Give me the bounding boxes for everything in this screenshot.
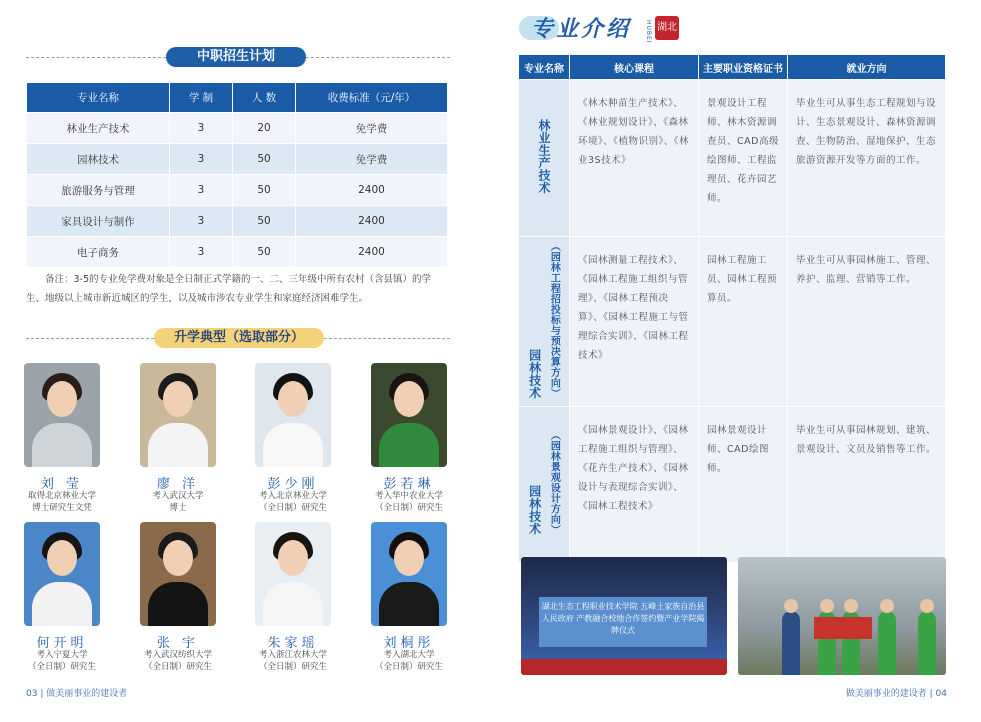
fee-note: 备注：3-5的专业免学费对象是全日制正式学籍的一、二、三年级中所有农村（含县镇）的学生、地级以上城市新近城区的学生，以及城市涉农专业学生和家庭经济困难学生。	[26, 274, 432, 304]
cell: 旅游服务与管理	[27, 175, 170, 206]
plan-section-header	[0, 47, 490, 67]
col-header: 核心课程	[570, 55, 699, 80]
award-photo	[738, 557, 946, 675]
cell: 林业生产技术	[27, 113, 170, 144]
major-name: 林业生产技术	[537, 119, 551, 194]
cell: 家具设计与制作	[27, 206, 170, 237]
photo-head	[278, 381, 308, 417]
red-table	[521, 659, 727, 675]
divider-right	[306, 57, 450, 58]
jobs-cell: 毕业生可从事园林规划、建筑、景观设计、文员及销售等工作。	[788, 406, 946, 562]
student-photo	[255, 363, 331, 467]
certs-cell: 园林工程施工员、园林工程预算员。	[699, 237, 788, 407]
cell: 免学费	[296, 144, 448, 175]
table-row	[519, 406, 946, 562]
cell: 50	[233, 206, 296, 237]
major-name-cell	[519, 406, 570, 562]
person-figure	[782, 611, 800, 675]
col-header: 专业名称	[519, 55, 570, 80]
cell: 50	[233, 237, 296, 268]
photo-head	[278, 540, 308, 576]
major-intro-table	[518, 54, 946, 563]
col-header: 学 制	[170, 83, 233, 113]
signing-ceremony-photo	[521, 557, 727, 675]
student-name: 刘 莹	[40, 477, 84, 492]
plan-title: 中职招生计划	[166, 47, 306, 67]
cell: 2400	[296, 206, 448, 237]
cell: 园林技术	[27, 144, 170, 175]
person-figure	[918, 611, 936, 675]
student-name: 何开明	[36, 636, 88, 651]
photo-head	[394, 381, 424, 417]
jobs-cell: 毕业生可从事园林施工、管理、养护、监理、营销等工作。	[788, 237, 946, 407]
photo-head	[394, 540, 424, 576]
photo-head	[163, 381, 193, 417]
cell: 电子商务	[27, 237, 170, 268]
brand-subtitle: HUBEI	[645, 20, 652, 44]
divider-left	[26, 338, 154, 339]
cell: 50	[233, 175, 296, 206]
certs-cell: 园林景观设计师、CAD绘图师。	[699, 406, 788, 562]
cell: 20	[233, 113, 296, 144]
person-figure	[878, 611, 896, 675]
student-degree: 博士研究生文凭	[32, 503, 92, 513]
photo-head	[47, 381, 77, 417]
table-header-row	[519, 55, 946, 80]
cell: 3	[170, 206, 233, 237]
student-degree: （全日制）研究生	[143, 662, 212, 672]
student-degree: （全日制）研究生	[258, 503, 327, 513]
student-desc: 取得北京林业大学	[27, 491, 96, 501]
cell: 免学费	[296, 113, 448, 144]
cell: 50	[233, 144, 296, 175]
courses-cell: 《园林景观设计》、《园林工程施工组织与管理》、《花卉生产技术》、《园林设计与表现综合实训》、《园林工程技术》	[570, 406, 699, 562]
photo-body	[32, 582, 92, 626]
photo-body	[263, 423, 323, 467]
award-certificate	[814, 617, 872, 639]
student-photo	[140, 522, 216, 626]
student-photo	[371, 522, 447, 626]
col-header: 收费标准（元/年）	[296, 83, 448, 113]
table-row	[519, 237, 946, 407]
student-degree: （全日制）研究生	[258, 662, 327, 672]
student-degree: 博士	[169, 503, 187, 513]
student-card	[120, 522, 236, 673]
major-name: 园林技术	[527, 485, 542, 535]
cell: 2400	[296, 237, 448, 268]
students-title: 升学典型（选取部分）	[154, 328, 324, 348]
photo-head	[163, 540, 193, 576]
person-head	[784, 599, 798, 613]
student-photo	[24, 363, 100, 467]
student-card	[235, 363, 351, 514]
table-row	[27, 175, 448, 206]
table-row	[27, 144, 448, 175]
photo-body	[148, 423, 208, 467]
photo-body	[148, 582, 208, 626]
students-section-header	[0, 328, 490, 348]
photo-body	[263, 582, 323, 626]
cell: 3	[170, 113, 233, 144]
student-photo	[140, 363, 216, 467]
student-desc: 考入湖北大学	[383, 650, 435, 660]
student-photo	[371, 363, 447, 467]
left-page	[0, 0, 490, 722]
student-card	[351, 363, 467, 514]
jobs-cell: 毕业生可从事生态工程规划与设计、生态景观设计、森林资源调查、生物防治、湿地保护、生态旅游资源开发等方面的工作。	[788, 80, 946, 237]
col-header: 主要职业资格证书	[699, 55, 788, 80]
photo-body	[32, 423, 92, 467]
major-name-cell	[519, 237, 570, 407]
student-card	[120, 363, 236, 514]
table-row	[519, 80, 946, 237]
student-name: 廖 洋	[156, 477, 200, 492]
major-name-cell	[519, 80, 570, 237]
student-card	[4, 522, 120, 673]
table-row	[27, 206, 448, 237]
student-card	[351, 522, 467, 673]
photo-head	[47, 540, 77, 576]
major-name: 园林技术	[527, 348, 542, 399]
student-desc: 考入浙江农林大学	[258, 650, 327, 660]
student-name: 彭若琳	[383, 477, 435, 492]
student-name: 彭少刚	[267, 477, 319, 492]
student-photo	[24, 522, 100, 626]
student-photo	[255, 522, 331, 626]
section-brand	[519, 6, 689, 46]
student-degree: （全日制）研究生	[27, 662, 96, 672]
major-direction: （园林景观设计方向）	[548, 430, 560, 535]
divider-right	[324, 338, 450, 339]
person-head	[844, 599, 858, 613]
student-degree: （全日制）研究生	[374, 662, 443, 672]
col-header: 人 数	[233, 83, 296, 113]
brand-title: 专业介绍	[531, 16, 632, 42]
major-direction: （园林工程招投标与预决算方向）	[548, 241, 560, 399]
person-head	[820, 599, 834, 613]
cell: 2400	[296, 175, 448, 206]
cell: 3	[170, 237, 233, 268]
table-row	[27, 113, 448, 144]
seal-stamp: 湖北	[655, 16, 679, 40]
cell: 3	[170, 144, 233, 175]
courses-cell: 《林木种苗生产技术》、《林业规划设计》、《森林环境》、《植物识别》、《林业3S技术》	[570, 80, 699, 237]
col-header: 就业方向	[788, 55, 946, 80]
student-desc: 考入北京林业大学	[258, 491, 327, 501]
courses-cell: 《园林测量工程技术》、《园林工程施工组织与管理》、《园林工程预决算》、《园林工程施工与管理综合实训》、《园林工程技术》	[570, 237, 699, 407]
divider-left	[26, 57, 166, 58]
page-footer-left: 03 | 做美丽事业的建设者	[26, 689, 128, 699]
cell: 3	[170, 175, 233, 206]
col-header: 专业名称	[27, 83, 170, 113]
right-page	[491, 0, 981, 722]
student-desc: 考入武汉纺织大学	[143, 650, 212, 660]
student-name: 刘桐彤	[383, 636, 435, 651]
student-desc: 考入华中农业大学	[374, 491, 443, 501]
student-desc: 考入宁夏大学	[36, 650, 88, 660]
page-footer-right: 做美丽事业的建设者 | 04	[845, 689, 947, 699]
student-name: 张 宇	[156, 636, 200, 651]
table-row	[27, 237, 448, 268]
student-desc: 考入武汉大学	[152, 491, 204, 501]
student-card	[235, 522, 351, 673]
student-card	[4, 363, 120, 514]
certs-cell: 景观设计工程师、林木资源调查员、CAD高级绘图师、工程监理员、花卉园艺师。	[699, 80, 788, 237]
photo-body	[379, 582, 439, 626]
student-degree: （全日制）研究生	[374, 503, 443, 513]
person-head	[880, 599, 894, 613]
photo-body	[379, 423, 439, 467]
ceremony-banner: 湖北生态工程职业技术学院 五峰土家族自治县人民政府 产教融合校地合作签约暨产业学院揭牌仪式	[539, 597, 707, 647]
table-header-row	[27, 83, 448, 113]
enrollment-plan-table	[26, 82, 448, 268]
student-name: 朱家瑶	[267, 636, 319, 651]
person-head	[920, 599, 934, 613]
